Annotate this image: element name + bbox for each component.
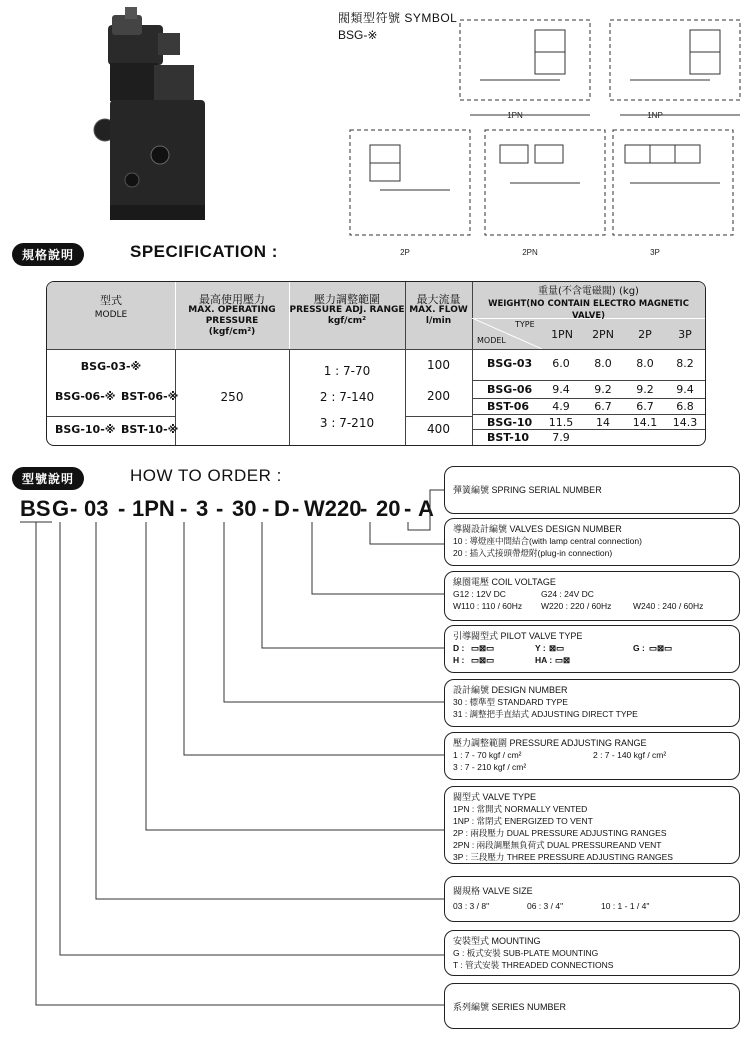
valve-type-line: 2PN : 兩段調壓無負荷式 DUAL PRESSUREAND VENT [453, 840, 662, 850]
type-1pn: 1PN [551, 328, 573, 341]
pressure-range-3: 3 : 7 - 210 kgf / cm² [453, 762, 527, 772]
coil-voltage-title: 線圈電壓 COIL VOLTAGE [453, 577, 556, 587]
code-sep: - [262, 496, 270, 521]
pressure-header-zh: 最高使用壓力 [199, 293, 265, 306]
weight-cell: 6.7 [636, 400, 654, 413]
type-2pn: 2PN [592, 328, 614, 341]
code-30: 30 [232, 496, 257, 521]
valves-design-line: 20 : 插入式接頭帶燈附(plug-in connection) [453, 548, 613, 558]
pilot-y-symbol: ⊠▭ [549, 643, 565, 653]
model-bsg03: BSG-03-※ [80, 360, 142, 373]
pressure-range-2: 2 : 7 - 140 kgf / cm² [593, 750, 667, 760]
code-sep: - [360, 496, 368, 521]
weight-cell: 14 [596, 416, 610, 429]
weight-cell: 7.9 [552, 431, 570, 444]
order-title: HOW TO ORDER : [130, 466, 282, 485]
valve-size-03: 03 : 3 / 8" [453, 901, 490, 911]
valve-type-line: 1PN : 常開式 NORMALLY VENTED [453, 804, 588, 814]
code-bs: BS [20, 496, 51, 521]
weight-cell: 9.4 [676, 383, 694, 396]
pilot-h: H : [453, 655, 465, 665]
weight-cell: 14.3 [672, 416, 698, 429]
flow-1: 100 [427, 358, 450, 372]
range-header-unit: kgf/cm² [327, 316, 367, 326]
valve-type-title: 閥型式 VALVE TYPE [453, 792, 537, 802]
code-a: A [418, 496, 434, 521]
pilot-valve-title: 引導閥型式 PILOT VALVE TYPE [453, 631, 583, 641]
spec-title: SPECIFICATION : [130, 242, 278, 261]
code-03: 03 [84, 496, 109, 521]
valve-type-line: 1NP : 常閉式 ENERGIZED TO VENT [453, 816, 593, 826]
spec-badge: 規格說明 [12, 243, 84, 266]
code-sep: - [70, 496, 78, 521]
design-number-line: 30 : 標準型 STANDARD TYPE [453, 697, 568, 707]
coil-g12: G12 : 12V DC [453, 589, 506, 599]
valves-design-box [444, 518, 740, 566]
pilot-h-symbol: ▭⊠▭ [471, 655, 495, 665]
mounting-line: T : 管式安裝 THREADED CONNECTIONS [453, 960, 614, 970]
pressure-range-1: 1 : 7 - 70 kgf / cm² [453, 750, 522, 760]
flow-2: 200 [427, 389, 450, 403]
weight-model-bst06: BST-06 [487, 400, 530, 413]
spec-table [46, 281, 706, 446]
type-2p: 2P [638, 328, 652, 341]
series-number-box [444, 983, 740, 1029]
hydraulic-symbol-diagrams [330, 5, 750, 260]
symbol-title: 閥類型符號 SYMBOL [338, 11, 458, 25]
pilot-g: G : [633, 643, 645, 653]
flow-header-en: MAX. FLOW [409, 305, 468, 315]
symbol-label-1pn: 1PN [507, 111, 523, 120]
valve-size-06: 06 : 3 / 4" [527, 901, 564, 911]
range-header-zh: 壓力調整範圍 [314, 293, 380, 306]
type-label: TYPE [515, 320, 535, 329]
mounting-box [444, 930, 740, 976]
code-20: 20 [376, 496, 401, 521]
pilot-ha-symbol: ▭⊠ [555, 655, 571, 665]
weight-model-bsg10: BSG-10 [487, 416, 533, 429]
pilot-y: Y : [535, 643, 546, 653]
weight-cell: 8.0 [594, 357, 612, 370]
code-w220: W220 [304, 496, 362, 521]
valve-type-line: 3P : 三段壓力 THREE PRESSURE ADJUSTING RANGES [453, 852, 673, 862]
weight-model-bsg03: BSG-03 [487, 357, 533, 370]
design-number-title: 設計編號 DESIGN NUMBER [453, 685, 568, 695]
pilot-d: D : [453, 643, 465, 653]
code-sep: - [404, 496, 412, 521]
max-pressure-value: 250 [220, 390, 244, 404]
code-sep: - [292, 496, 300, 521]
weight-cell: 4.9 [552, 400, 570, 413]
coil-w110: W110 : 110 / 60Hz [453, 601, 523, 611]
weight-header-en: WEIGHT(NO CONTAIN ELECTRO MAGNETIC VALVE) [488, 299, 689, 321]
model-header-zh: 型式 [100, 294, 122, 307]
flow-header-zh: 最大流量 [416, 293, 461, 306]
weight-cell: 6.8 [676, 400, 694, 413]
weight-cell: 11.5 [548, 416, 574, 429]
coil-w240: W240 : 240 / 60Hz [633, 601, 704, 611]
spring-serial-title: 彈簧編號 SPRING SERIAL NUMBER [453, 485, 602, 495]
valve-size-10: 10 : 1 - 1 / 4" [601, 901, 650, 911]
pressure-range-box [444, 732, 740, 780]
code-sep: - [118, 496, 126, 521]
valves-design-line: 10 : 導燈座中間結合(with lamp central connection) [453, 536, 642, 546]
model-header-en: MODLE [94, 310, 128, 320]
valves-design-title: 導閥設計編號 VALVES DESIGN NUMBER [453, 524, 622, 534]
design-number-box [444, 679, 740, 727]
pilot-valve-box [444, 625, 740, 673]
coil-voltage-box [444, 571, 740, 621]
model-bst10: BST-10-※ [121, 423, 179, 436]
order-badge: 型號說明 [12, 467, 84, 490]
spring-serial-box [444, 466, 740, 514]
symbol-label-2pn: 2PN [522, 248, 538, 257]
weight-cell: 6.7 [594, 400, 612, 413]
weight-model-bsg06: BSG-06 [487, 383, 533, 396]
code-d: D [274, 496, 290, 521]
weight-cell: 6.0 [552, 357, 570, 370]
valve-size-box [444, 876, 740, 922]
model-bsg10: BSG-10-※ [55, 423, 116, 436]
code-sep: - [180, 496, 188, 521]
type-3p: 3P [678, 328, 692, 341]
pressure-header-en: MAX. OPERATING PRESSURE (kgf/cm²) [188, 305, 276, 337]
coil-g24: G24 : 24V DC [541, 589, 594, 599]
flow-header-unit: l/min [425, 316, 452, 326]
symbol-model: BSG-※ [338, 28, 378, 42]
product-photo [70, 5, 230, 230]
code-3: 3 [196, 496, 209, 521]
range-header-en: PRESSURE ADJ. RANGE [289, 305, 405, 315]
pilot-g-symbol: ▭⊠▭ [649, 643, 673, 653]
flow-3: 400 [427, 422, 450, 436]
weight-cell: 9.2 [636, 383, 654, 396]
weight-cell: 14.1 [632, 416, 658, 429]
model-bst06: BST-06-※ [121, 390, 179, 403]
valve-type-box [444, 786, 740, 864]
weight-header-zh: 重量(不含電磁閥) (kg) [538, 286, 639, 297]
weight-cell: 8.2 [676, 357, 694, 370]
mounting-line: G : 板式安裝 SUB-PLATE MOUNTING [453, 948, 599, 958]
symbol-label-1np: 1NP [647, 111, 663, 120]
mounting-title: 安裝型式 MOUNTING [453, 936, 541, 946]
code-g: G [52, 496, 70, 521]
design-number-line: 31 : 調整把手直結式 ADJUSTING DIRECT TYPE [453, 709, 638, 719]
code-sep: - [216, 496, 224, 521]
range-1: 1 : 7-70 [323, 364, 371, 378]
range-2: 2 : 7-140 [319, 390, 375, 404]
range-3: 3 : 7-210 [319, 416, 375, 430]
weight-cell: 8.0 [636, 357, 654, 370]
symbol-label-2p: 2P [400, 248, 410, 257]
weight-cell: 9.4 [552, 383, 570, 396]
symbol-label-3p: 3P [650, 248, 660, 257]
valve-size-title: 閥規格 VALVE SIZE [453, 886, 533, 896]
pilot-d-symbol: ▭⊠▭ [471, 643, 495, 653]
model-bsg06: BSG-06-※ [55, 390, 116, 403]
code-1pn: 1PN [132, 496, 175, 521]
valve-type-line: 2P : 兩段壓力 DUAL PRESSURE ADJUSTING RANGES [453, 828, 667, 838]
coil-w220: W220 : 220 / 60Hz [541, 601, 612, 611]
weight-model-bst10: BST-10 [487, 431, 530, 444]
series-number-title: 系列編號 SERIES NUMBER [453, 1002, 567, 1012]
pilot-ha: HA : [535, 655, 553, 665]
model-label: MODEL [477, 336, 506, 345]
pressure-range-title: 壓力調整範圍 PRESSURE ADJUSTING RANGE [453, 738, 647, 748]
weight-cell: 9.2 [594, 383, 612, 396]
